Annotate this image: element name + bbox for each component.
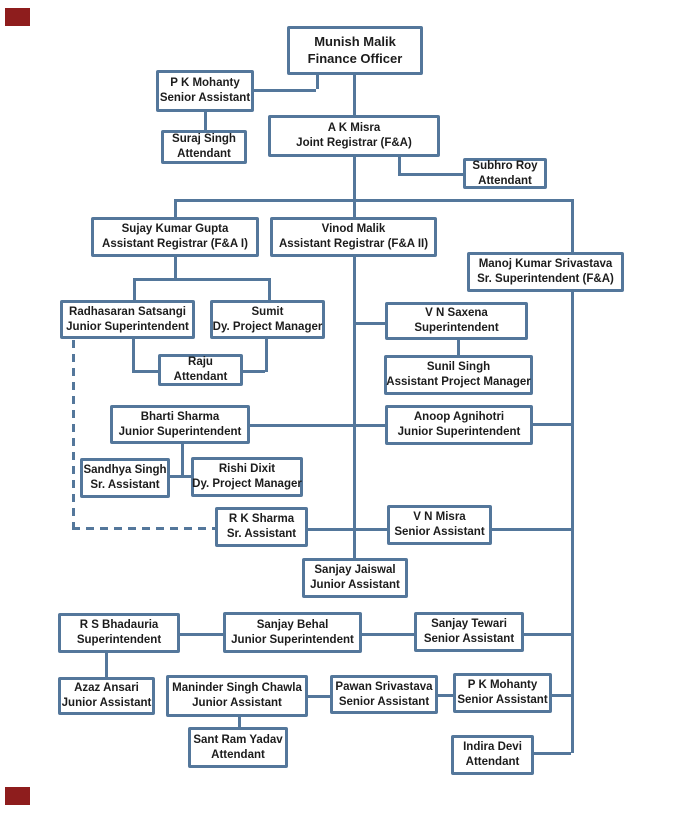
org-node-maninder-singh-chawla	[166, 675, 308, 717]
connector-line	[353, 322, 385, 325]
person-name: Sunil Singh	[426, 361, 491, 374]
connector-line	[133, 278, 136, 300]
connector-line	[268, 278, 271, 300]
person-title: Junior Superintendent	[118, 425, 242, 438]
org-node-indira-devi	[451, 735, 534, 775]
person-name: Sanjay Tewari	[431, 618, 507, 631]
person-name: Indira Devi	[463, 741, 522, 754]
org-node-ak-misra	[268, 115, 440, 157]
person-title: Attendant	[465, 756, 520, 768]
org-node-rs-bhadauria	[58, 613, 180, 653]
connector-line	[174, 257, 177, 278]
connector-line	[316, 75, 319, 89]
connector-line	[524, 633, 571, 636]
org-node-azaz-ansari	[58, 677, 155, 715]
person-title: Attendant	[177, 148, 231, 160]
person-name: R K Sharma	[228, 513, 295, 526]
person-title: Superintendent	[414, 322, 499, 334]
person-name: Vinod Malik	[321, 223, 386, 236]
person-name: V N Misra	[413, 511, 466, 524]
org-node-sanjay-tewari	[414, 612, 524, 652]
connector-line	[534, 752, 571, 755]
connector-line	[105, 653, 108, 677]
connector-line	[204, 112, 207, 130]
org-node-vn-misra	[387, 505, 492, 545]
person-name: V N Saxena	[425, 307, 488, 320]
person-title: Junior Superintendent	[231, 633, 354, 646]
org-node-pawan-srivastava	[330, 675, 438, 714]
person-title: Assistant Registrar (F&A II)	[278, 238, 429, 250]
connector-line	[132, 339, 135, 372]
org-node-sandhya-singh	[80, 458, 170, 498]
person-title: Sr. Superintendent (F&A)	[477, 273, 614, 285]
person-title: Sr. Assistant	[226, 528, 297, 540]
org-node-rishi-dixit	[191, 457, 303, 497]
org-node-radhasaran-satsangi	[60, 300, 195, 339]
connector-line	[250, 424, 385, 427]
person-title: Dy. Project Manager	[212, 320, 323, 333]
dashed-connector-line	[72, 340, 75, 530]
dashed-connector-line	[72, 527, 215, 530]
connector-line	[492, 528, 571, 531]
person-title: Attendant	[173, 371, 228, 383]
org-node-anoop-agnihotri	[385, 405, 533, 445]
person-name: Sujay Kumar Gupta	[121, 223, 229, 236]
connector-line	[254, 89, 316, 92]
org-node-sunil-singh	[384, 355, 533, 395]
person-name: Sanjay Jaiswal	[314, 564, 396, 577]
person-name: Sumit	[251, 305, 284, 318]
person-name: Pawan Srivastava	[335, 680, 433, 693]
org-node-raju	[158, 354, 243, 386]
person-title: Senior Assistant	[159, 92, 251, 104]
person-title: Attendant	[478, 174, 532, 187]
person-name: Raju	[188, 356, 213, 369]
org-node-pk-mohanty-senior-assistant	[156, 70, 254, 112]
person-title: Assistant Registrar (F&A I)	[102, 238, 248, 250]
person-title: Junior Assistant	[192, 697, 282, 709]
org-node-munish-malik	[287, 26, 423, 75]
connector-line	[457, 340, 460, 355]
connector-line	[438, 694, 453, 697]
connector-line	[552, 694, 571, 697]
red-mark-top-left	[5, 8, 30, 26]
connector-line	[308, 695, 330, 698]
org-node-sumit	[210, 300, 325, 339]
org-node-bharti-sharma	[110, 405, 250, 444]
org-node-vn-saxena	[385, 302, 528, 340]
person-name: Sanjay Behal	[256, 618, 329, 631]
org-node-rk-sharma	[215, 507, 308, 547]
connector-line	[243, 370, 265, 373]
person-name: R S Bhadauria	[79, 619, 159, 632]
org-node-suraj-singh	[161, 130, 247, 164]
org-node-sanjay-jaiswal	[302, 558, 408, 598]
connector-line	[398, 173, 463, 176]
org-node-vinod-malik	[270, 217, 437, 257]
person-name: A K Misra	[327, 122, 381, 135]
person-name: Sandhya Singh	[83, 464, 167, 477]
person-name: Radhasaran Satsangi	[69, 305, 186, 318]
connector-line	[180, 633, 223, 636]
person-title: Junior Superintendent	[397, 426, 521, 438]
person-name: Rishi Dixit	[218, 463, 276, 476]
person-name: Manoj Kumar Srivastava	[478, 258, 613, 271]
connector-line	[533, 423, 571, 426]
person-name: Sant Ram Yadav	[193, 733, 283, 746]
org-node-pk-mohanty-senior-assistant-2	[453, 673, 552, 713]
connector-line	[133, 278, 268, 281]
person-name: P K Mohanty	[170, 77, 240, 90]
person-name: Bharti Sharma	[140, 410, 220, 423]
org-node-sant-ram-yadav	[188, 727, 288, 768]
org-node-subhro-roy	[463, 158, 547, 189]
person-name: Anoop Agnihotri	[413, 411, 505, 424]
connector-line	[308, 528, 387, 531]
connector-line	[170, 475, 191, 478]
connector-line	[132, 370, 158, 373]
connector-line	[181, 444, 184, 477]
org-node-sujay-kumar-gupta	[91, 217, 259, 257]
person-title: Junior Assistant	[61, 697, 152, 709]
person-name: Azaz Ansari	[74, 682, 139, 695]
person-name: Suraj Singh	[172, 133, 236, 146]
person-title: Assistant Project Manager	[386, 376, 531, 388]
person-title: Junior Assistant	[310, 579, 400, 591]
connector-line	[238, 717, 241, 727]
person-title: Joint Registrar (F&A)	[296, 137, 412, 149]
person-name: Subhro Roy	[472, 159, 538, 172]
person-title: Finance Officer	[307, 50, 403, 66]
person-title: Dy. Project Manager	[192, 478, 302, 490]
person-title: Superintendent	[76, 634, 162, 646]
person-name: P K Mohanty	[467, 679, 538, 692]
person-title: Senior Assistant	[338, 695, 430, 708]
org-node-sanjay-behal	[223, 612, 362, 653]
person-title: Senior Assistant	[394, 526, 485, 538]
connector-line	[362, 633, 414, 636]
person-name: Maninder Singh Chawla	[172, 682, 302, 695]
red-mark-bottom-left	[5, 787, 30, 805]
connector-line	[265, 339, 268, 372]
person-name: Munish Malik	[314, 33, 396, 49]
person-title: Junior Superintendent	[66, 320, 189, 333]
org-node-manoj-kumar-srivastava	[467, 252, 624, 292]
person-title: Sr. Assistant	[90, 479, 160, 491]
person-title: Attendant	[211, 748, 265, 761]
person-title: Senior Assistant	[457, 694, 548, 706]
person-title: Senior Assistant	[423, 633, 515, 645]
connector-line	[174, 199, 177, 217]
connector-line	[174, 199, 571, 202]
